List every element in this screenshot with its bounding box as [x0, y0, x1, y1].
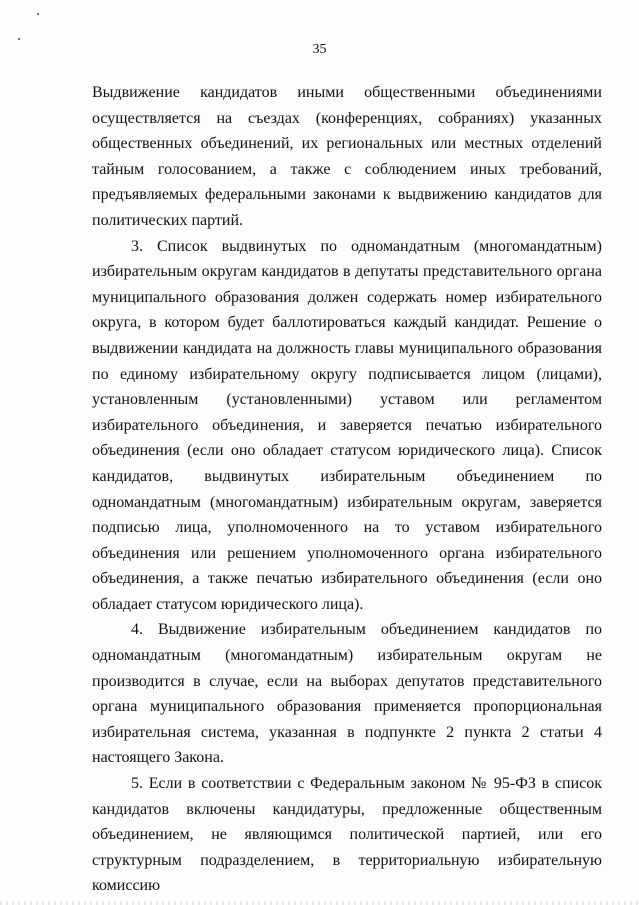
- scan-bottom-edge: [0, 901, 639, 905]
- paragraph-continuation: Выдвижение кандидатов иными общественными объединениями осуществляется на съездах (конференциях, собраниях) указанных общественных объединений, их региональных или местных отделений тайным голосованием, а также с соблюдением иных требований, предъявляемых федеральными законами к выдвижению кандидатов для политических партий.: [92, 84, 602, 229]
- paragraph-4: 4. Выдвижение избирательным объединением кандидатов по одномандатным (многомандатным) избирательным округам не производится в случае, если на выборах депутатов представительного органа муниципального образования применяется пропорциональная избирательная система, указанная в подпункте 2 пункта 2 статьи 4 настоящего Закона.: [92, 621, 602, 767]
- paragraph-5: 5. Если в соответствии с Федеральным законом № 95-ФЗ в список кандидатов включены кандидатуры, предложенные общественным объединением, не являющимся политической партией, или его структурным подразделением, в территориальную избирательную комиссию: [92, 775, 602, 895]
- paragraph-3: 3. Список выдвинутых по одномандатным (многомандатным) избирательным округам кандидатов в депутаты представительного органа муниципального образования должен содержать номер избирательного округа, в котором будет баллотироваться каждый кандидат. Решение о выдвижении кандидата на должность главы муниципального образования по единому избирательному округу подписывается лицом (лицами), установленным (установленными) уставом или регламентом избирательного объединения, и заверяется печатью избирательного объединения (если оно обладает статусом юридического лица). Список кандидатов, выдвинутых избирательным объединением по одномандатным (многомандатным) избирательным округам, заверяется подписью лица, уполномоченного на то уставом избирательного объединения или решением уполномоченного органа избирательного объединения, а также печатью избирательного объединения (если оно обладает статусом юридического лица).: [92, 237, 602, 613]
- page-number: 35: [312, 42, 327, 57]
- scan-speck: [37, 13, 39, 15]
- document-body: [92, 80, 602, 899]
- scan-speck: [18, 38, 20, 40]
